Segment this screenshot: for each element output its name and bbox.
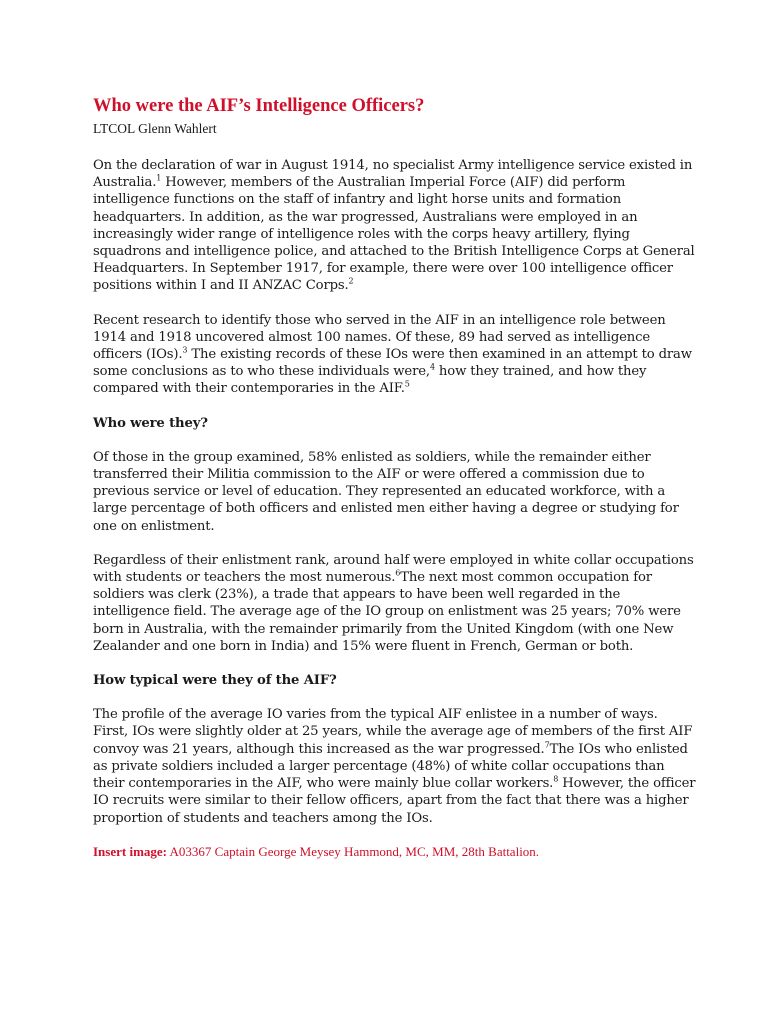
article-body — [93, 157, 696, 827]
paragraph-2 — [93, 312, 696, 398]
paragraph-text: Recent research to identify those who served in the AIF in an intelligence role between 1914 and 1918 uncovered almost 100 names. Of these, 89 had served as intelligence officers (IOs). — [93, 312, 666, 363]
section-heading-typical: How typical were they of the AIF? — [93, 673, 337, 689]
footnote-ref[interactable]: 1 — [156, 173, 162, 183]
paragraph-text: The next most common occupation for soldiers was clerk (23%), a trade that appears to have been well regarded in the intelligence field. The average age of the IO group on enlistment was 25 years; 70% were born in Australia, with the remainder primarily from the United Kingdom (with one New Zealander and one born in India) and 15% were fluent in French, German or both. — [93, 570, 681, 654]
paragraph-text: The IOs who enlisted as private soldiers included a larger percentage (48%) of white collar occupations than their contemporaries in the AIF, who were mainly blue collar workers. — [93, 741, 688, 792]
paragraph-text: However, the officer IO recruits were similar to their fellow officers, apart from the fact that there was a higher proportion of students and teachers among the IOs. — [93, 776, 696, 826]
insert-caption: A03367 Captain George Meysey Hammond, MC, MM, 28th Battalion. — [167, 843, 540, 859]
paragraph-4 — [93, 552, 696, 655]
footnote-ref[interactable]: 8 — [553, 774, 559, 784]
footnote-ref[interactable]: 7 — [544, 740, 550, 750]
paragraph-3: Of those in the group examined, 58% enlisted as soldiers, while the remainder either transferred their Militia commission to the AIF or were offered a commission due to previous service or level of education. They represented an educated workforce, with a large percentage of both officers and enlisted men either having a degree or studying for one on enlistment. — [93, 449, 679, 534]
paragraph-text: how they trained, and how they compared with their contemporaries in the AIF. — [93, 364, 647, 397]
paragraph-1 — [93, 157, 696, 295]
footnote-ref[interactable]: 3 — [182, 345, 188, 355]
footnote-ref[interactable]: 6 — [395, 568, 401, 578]
paragraph-text: On the declaration of war in August 1914, no specialist Army intelligence service existed in Australia. — [93, 158, 693, 191]
insert-image-note — [93, 843, 696, 860]
footnote-ref[interactable]: 5 — [404, 380, 410, 390]
insert-label: Insert image: — [93, 843, 168, 859]
paragraph-5 — [93, 706, 696, 826]
paragraph-text: However, members of the Australian Imperial Force (AIF) did perform intelligence functions on the staff of infantry and light horse units and formation headquarters. In addition, as the war progressed, Australians were employed in an increasingly wider range of intelligence roles with the corps heavy artillery, flying squadrons and intelligence police, and attached to the British Intelligence Corps at General Headquarters. In September 1917, for example, there were over 100 intelligence officer positions within I and II ANZAC Corps. — [93, 175, 695, 294]
article-title: Who were the AIF’s Intelligence Officers? — [93, 96, 425, 116]
paragraph-text: Regardless of their enlistment rank, around half were employed in white collar occupations with students or teachers the most numerous. — [93, 552, 694, 586]
author-byline: LTCOL Glenn Wahlert — [93, 121, 217, 136]
section-heading-who: Who were they? — [93, 415, 208, 431]
footnote-ref[interactable]: 4 — [429, 362, 435, 372]
footnote-ref[interactable]: 2 — [348, 277, 354, 287]
paragraph-text: The profile of the average IO varies from the typical AIF enlistee in a number of ways. First, IOs were slightly older at 25 years, while the average age of members of the first AIF convoy was 21 years, although this increased as the war progressed. — [93, 707, 693, 757]
paragraph-text: The existing records of these IOs were then examined in an attempt to draw some conclusions as to who these individuals were, — [93, 347, 692, 380]
